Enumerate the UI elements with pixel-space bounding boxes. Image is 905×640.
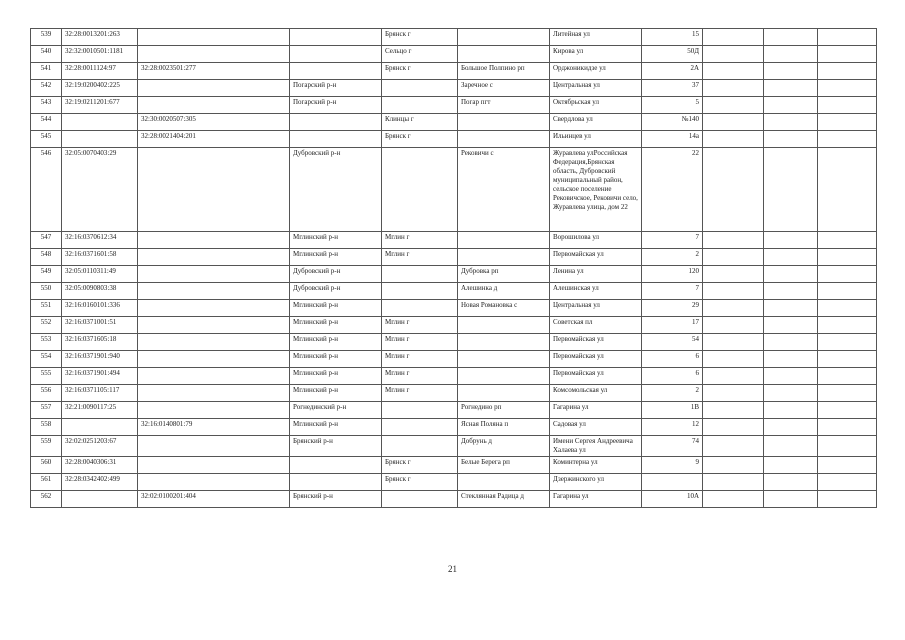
cell-extra-col-3 bbox=[818, 351, 877, 368]
cell-extra-col-3 bbox=[818, 46, 877, 63]
cell-extra-col-1 bbox=[703, 334, 764, 351]
cell-city bbox=[382, 402, 458, 419]
cell-cadastral-number: 32:16:0370612:34 bbox=[62, 232, 138, 249]
cell-street: Алешинская ул bbox=[550, 283, 642, 300]
cell-district: Мглинский р-н bbox=[290, 385, 382, 402]
cell-extra-col-2 bbox=[764, 80, 818, 97]
cell-district: Дубровский р-н bbox=[290, 283, 382, 300]
table-row bbox=[31, 457, 877, 474]
cell-cadastral-number: 32:05:0070403:29 bbox=[62, 148, 138, 232]
cell-extra-col-3 bbox=[818, 317, 877, 334]
cell-cadastral-number-alt bbox=[138, 148, 290, 232]
cell-cadastral-number: 32:05:0110311:49 bbox=[62, 266, 138, 283]
cell-district: Мглинский р-н bbox=[290, 317, 382, 334]
cell-house-number: 74 bbox=[642, 436, 703, 457]
cell-settlement: Заречное с bbox=[458, 80, 550, 97]
table-row bbox=[31, 436, 877, 457]
cell-settlement bbox=[458, 131, 550, 148]
cell-city: Сельцо г bbox=[382, 46, 458, 63]
cell-extra-col-3 bbox=[818, 474, 877, 491]
cell-row-number: 542 bbox=[31, 80, 62, 97]
cell-settlement: Погар пгт bbox=[458, 97, 550, 114]
cell-house-number: 1В bbox=[642, 402, 703, 419]
cell-cadastral-number: 32:16:0371001:51 bbox=[62, 317, 138, 334]
cell-street: Первомайская ул bbox=[550, 334, 642, 351]
cell-house-number: 12 bbox=[642, 419, 703, 436]
cell-cadastral-number: 32:21:0090117:25 bbox=[62, 402, 138, 419]
cell-extra-col-1 bbox=[703, 368, 764, 385]
cell-cadastral-number: 32:19:0211201:677 bbox=[62, 97, 138, 114]
cell-settlement bbox=[458, 385, 550, 402]
cell-district: Мглинский р-н bbox=[290, 351, 382, 368]
cell-city: Брянск г bbox=[382, 63, 458, 80]
cell-street: Гагарина ул bbox=[550, 402, 642, 419]
cell-extra-col-1 bbox=[703, 97, 764, 114]
table-row bbox=[31, 351, 877, 368]
table-row bbox=[31, 385, 877, 402]
cell-row-number: 555 bbox=[31, 368, 62, 385]
cell-settlement bbox=[458, 249, 550, 266]
table-row bbox=[31, 97, 877, 114]
cell-house-number: 14а bbox=[642, 131, 703, 148]
cell-cadastral-number: 32:02:0251203:67 bbox=[62, 436, 138, 457]
cell-extra-col-3 bbox=[818, 148, 877, 232]
cell-extra-col-2 bbox=[764, 419, 818, 436]
cell-extra-col-1 bbox=[703, 266, 764, 283]
table-row bbox=[31, 148, 877, 232]
cell-street: Октябрьская ул bbox=[550, 97, 642, 114]
cell-row-number: 548 bbox=[31, 249, 62, 266]
cell-extra-col-2 bbox=[764, 232, 818, 249]
cell-district: Мглинский р-н bbox=[290, 249, 382, 266]
cell-extra-col-1 bbox=[703, 249, 764, 266]
cell-street: Журавлева улРоссийская Федерация,Брянская область, Дубровский муниципальный район, сельское поселение Рековичское, Рековичи село, Журавлева улица, дом 22 bbox=[550, 148, 642, 232]
cell-cadastral-number: 32:32:0010501:1181 bbox=[62, 46, 138, 63]
cell-settlement bbox=[458, 317, 550, 334]
cell-cadastral-number: 32:16:0371601:58 bbox=[62, 249, 138, 266]
cell-extra-col-2 bbox=[764, 63, 818, 80]
cell-extra-col-1 bbox=[703, 491, 764, 508]
cell-district: Брянский р-н bbox=[290, 436, 382, 457]
cell-cadastral-number bbox=[62, 491, 138, 508]
cell-extra-col-1 bbox=[703, 385, 764, 402]
cell-cadastral-number: 32:16:0160101:336 bbox=[62, 300, 138, 317]
cell-extra-col-3 bbox=[818, 334, 877, 351]
cell-cadastral-number: 32:28:0040306:31 bbox=[62, 457, 138, 474]
table-row bbox=[31, 317, 877, 334]
cell-street: Кирова ул bbox=[550, 46, 642, 63]
cell-settlement bbox=[458, 351, 550, 368]
table-row bbox=[31, 29, 877, 46]
cell-extra-col-1 bbox=[703, 131, 764, 148]
cell-street: Орджоникидзе ул bbox=[550, 63, 642, 80]
table-row bbox=[31, 491, 877, 508]
cell-settlement: Дубровка рп bbox=[458, 266, 550, 283]
cell-extra-col-2 bbox=[764, 46, 818, 63]
cell-city: Клинцы г bbox=[382, 114, 458, 131]
cell-cadastral-number-alt: 32:30:0020507:305 bbox=[138, 114, 290, 131]
table-row bbox=[31, 232, 877, 249]
cell-extra-col-2 bbox=[764, 457, 818, 474]
cell-cadastral-number: 32:16:0371901:940 bbox=[62, 351, 138, 368]
cell-house-number: 9 bbox=[642, 457, 703, 474]
cell-extra-col-3 bbox=[818, 80, 877, 97]
cell-city: Брянск г bbox=[382, 29, 458, 46]
cell-cadastral-number: 32:05:0090803:38 bbox=[62, 283, 138, 300]
cell-cadastral-number: 32:19:0200402:225 bbox=[62, 80, 138, 97]
cell-extra-col-1 bbox=[703, 351, 764, 368]
cell-street: Свердлова ул bbox=[550, 114, 642, 131]
cell-extra-col-2 bbox=[764, 351, 818, 368]
cell-settlement: Добрунь д bbox=[458, 436, 550, 457]
cell-city bbox=[382, 266, 458, 283]
cell-settlement: Рековичи с bbox=[458, 148, 550, 232]
cell-extra-col-1 bbox=[703, 232, 764, 249]
cell-settlement: Ясная Поляна п bbox=[458, 419, 550, 436]
cell-extra-col-2 bbox=[764, 402, 818, 419]
cell-city: Мглин г bbox=[382, 368, 458, 385]
cell-cadastral-number-alt bbox=[138, 351, 290, 368]
cell-settlement: Рогнедино рп bbox=[458, 402, 550, 419]
cell-cadastral-number-alt: 32:28:0023501:277 bbox=[138, 63, 290, 80]
cell-extra-col-3 bbox=[818, 131, 877, 148]
cell-settlement bbox=[458, 368, 550, 385]
cell-city bbox=[382, 283, 458, 300]
cell-street: Первомайская ул bbox=[550, 351, 642, 368]
cell-street: Гагарина ул bbox=[550, 491, 642, 508]
cell-cadastral-number-alt bbox=[138, 97, 290, 114]
cell-district bbox=[290, 131, 382, 148]
cell-extra-col-1 bbox=[703, 114, 764, 131]
cell-street: Первомайская ул bbox=[550, 368, 642, 385]
cell-cadastral-number: 32:16:0371105:117 bbox=[62, 385, 138, 402]
cell-cadastral-number-alt bbox=[138, 266, 290, 283]
cell-row-number: 543 bbox=[31, 97, 62, 114]
cell-district: Погарский р-н bbox=[290, 97, 382, 114]
cell-house-number: 6 bbox=[642, 351, 703, 368]
cell-extra-col-2 bbox=[764, 266, 818, 283]
cell-cadastral-number-alt bbox=[138, 232, 290, 249]
address-table bbox=[30, 28, 877, 508]
cell-extra-col-3 bbox=[818, 97, 877, 114]
cell-cadastral-number-alt: 32:16:0140801:79 bbox=[138, 419, 290, 436]
cell-house-number: 29 bbox=[642, 300, 703, 317]
cell-row-number: 547 bbox=[31, 232, 62, 249]
cell-extra-col-2 bbox=[764, 334, 818, 351]
cell-settlement: Алешинка д bbox=[458, 283, 550, 300]
cell-city: Мглин г bbox=[382, 351, 458, 368]
cell-settlement: Стеклянная Радица д bbox=[458, 491, 550, 508]
cell-street: Центральная ул bbox=[550, 300, 642, 317]
cell-extra-col-3 bbox=[818, 436, 877, 457]
cell-cadastral-number: 32:16:0371605:18 bbox=[62, 334, 138, 351]
cell-extra-col-3 bbox=[818, 29, 877, 46]
cell-city: Мглин г bbox=[382, 334, 458, 351]
table-row bbox=[31, 334, 877, 351]
cell-house-number: 22 bbox=[642, 148, 703, 232]
cell-street: Имени Сергея Андреевича Халаева ул bbox=[550, 436, 642, 457]
cell-city: Мглин г bbox=[382, 317, 458, 334]
cell-house-number: 54 bbox=[642, 334, 703, 351]
cell-extra-col-3 bbox=[818, 283, 877, 300]
cell-extra-col-1 bbox=[703, 419, 764, 436]
cell-extra-col-3 bbox=[818, 385, 877, 402]
cell-district: Мглинский р-н bbox=[290, 419, 382, 436]
cell-house-number: 7 bbox=[642, 232, 703, 249]
cell-extra-col-1 bbox=[703, 63, 764, 80]
table-row bbox=[31, 131, 877, 148]
cell-cadastral-number-alt bbox=[138, 300, 290, 317]
cell-extra-col-2 bbox=[764, 97, 818, 114]
cell-city bbox=[382, 419, 458, 436]
cell-settlement: Белые Берега рп bbox=[458, 457, 550, 474]
cell-cadastral-number-alt bbox=[138, 317, 290, 334]
cell-street: Литейная ул bbox=[550, 29, 642, 46]
cell-extra-col-2 bbox=[764, 300, 818, 317]
cell-row-number: 541 bbox=[31, 63, 62, 80]
cell-row-number: 551 bbox=[31, 300, 62, 317]
cell-district bbox=[290, 457, 382, 474]
table-row bbox=[31, 80, 877, 97]
page-number: 21 bbox=[448, 564, 457, 574]
cell-house-number: 6 bbox=[642, 368, 703, 385]
cell-cadastral-number: 32:16:0371901:494 bbox=[62, 368, 138, 385]
cell-house-number: 2А bbox=[642, 63, 703, 80]
cell-row-number: 550 bbox=[31, 283, 62, 300]
cell-extra-col-3 bbox=[818, 63, 877, 80]
cell-cadastral-number-alt bbox=[138, 402, 290, 419]
cell-cadastral-number-alt bbox=[138, 46, 290, 63]
cell-city bbox=[382, 436, 458, 457]
cell-cadastral-number-alt bbox=[138, 249, 290, 266]
cell-city bbox=[382, 97, 458, 114]
cell-district bbox=[290, 63, 382, 80]
cell-house-number bbox=[642, 474, 703, 491]
cell-city: Мглин г bbox=[382, 385, 458, 402]
cell-district: Рогнединский р-н bbox=[290, 402, 382, 419]
cell-extra-col-2 bbox=[764, 114, 818, 131]
cell-extra-col-3 bbox=[818, 266, 877, 283]
table-row bbox=[31, 46, 877, 63]
cell-row-number: 546 bbox=[31, 148, 62, 232]
cell-extra-col-1 bbox=[703, 457, 764, 474]
cell-cadastral-number-alt bbox=[138, 368, 290, 385]
cell-street: Садовая ул bbox=[550, 419, 642, 436]
cell-district bbox=[290, 114, 382, 131]
cell-city bbox=[382, 80, 458, 97]
cell-row-number: 561 bbox=[31, 474, 62, 491]
cell-extra-col-2 bbox=[764, 249, 818, 266]
cell-extra-col-2 bbox=[764, 368, 818, 385]
cell-extra-col-1 bbox=[703, 283, 764, 300]
cell-cadastral-number-alt: 32:02:0100201:404 bbox=[138, 491, 290, 508]
cell-row-number: 557 bbox=[31, 402, 62, 419]
cell-cadastral-number-alt bbox=[138, 457, 290, 474]
cell-extra-col-2 bbox=[764, 317, 818, 334]
cell-cadastral-number-alt bbox=[138, 436, 290, 457]
cell-cadastral-number: 32:28:0013201:263 bbox=[62, 29, 138, 46]
cell-extra-col-3 bbox=[818, 368, 877, 385]
cell-street: Советская пл bbox=[550, 317, 642, 334]
cell-extra-col-3 bbox=[818, 419, 877, 436]
cell-house-number: 17 bbox=[642, 317, 703, 334]
cell-settlement bbox=[458, 29, 550, 46]
cell-house-number: 7 bbox=[642, 283, 703, 300]
cell-extra-col-3 bbox=[818, 232, 877, 249]
table-row bbox=[31, 266, 877, 283]
cell-extra-col-2 bbox=[764, 491, 818, 508]
cell-settlement bbox=[458, 334, 550, 351]
cell-row-number: 544 bbox=[31, 114, 62, 131]
cell-cadastral-number: 32:28:0342402:499 bbox=[62, 474, 138, 491]
cell-extra-col-1 bbox=[703, 317, 764, 334]
cell-row-number: 562 bbox=[31, 491, 62, 508]
cell-city: Брянск г bbox=[382, 474, 458, 491]
cell-cadastral-number-alt bbox=[138, 334, 290, 351]
cell-district: Дубровский р-н bbox=[290, 148, 382, 232]
cell-extra-col-1 bbox=[703, 80, 764, 97]
cell-house-number: 2 bbox=[642, 385, 703, 402]
cell-cadastral-number bbox=[62, 114, 138, 131]
cell-cadastral-number-alt: 32:28:0021404:201 bbox=[138, 131, 290, 148]
cell-district: Мглинский р-н bbox=[290, 300, 382, 317]
cell-row-number: 560 bbox=[31, 457, 62, 474]
cell-house-number: 120 bbox=[642, 266, 703, 283]
cell-row-number: 552 bbox=[31, 317, 62, 334]
cell-cadastral-number bbox=[62, 131, 138, 148]
cell-extra-col-1 bbox=[703, 46, 764, 63]
cell-street: Центральная ул bbox=[550, 80, 642, 97]
cell-district: Брянский р-н bbox=[290, 491, 382, 508]
cell-extra-col-3 bbox=[818, 300, 877, 317]
cell-district: Мглинский р-н bbox=[290, 232, 382, 249]
cell-street: Коминтерна ул bbox=[550, 457, 642, 474]
cell-house-number: №140 bbox=[642, 114, 703, 131]
table-row bbox=[31, 419, 877, 436]
cell-street: Дзержинского ул bbox=[550, 474, 642, 491]
cell-extra-col-2 bbox=[764, 131, 818, 148]
cell-extra-col-2 bbox=[764, 283, 818, 300]
cell-house-number: 15 bbox=[642, 29, 703, 46]
cell-cadastral-number: 32:28:0011124:97 bbox=[62, 63, 138, 80]
cell-extra-col-3 bbox=[818, 249, 877, 266]
cell-extra-col-1 bbox=[703, 402, 764, 419]
cell-row-number: 556 bbox=[31, 385, 62, 402]
cell-city bbox=[382, 148, 458, 232]
cell-district bbox=[290, 46, 382, 63]
cell-extra-col-2 bbox=[764, 474, 818, 491]
cell-district bbox=[290, 474, 382, 491]
cell-row-number: 554 bbox=[31, 351, 62, 368]
cell-city: Мглин г bbox=[382, 232, 458, 249]
cell-house-number: 5 bbox=[642, 97, 703, 114]
cell-extra-col-2 bbox=[764, 385, 818, 402]
cell-street: Ленина ул bbox=[550, 266, 642, 283]
cell-extra-col-1 bbox=[703, 474, 764, 491]
cell-extra-col-1 bbox=[703, 300, 764, 317]
cell-extra-col-1 bbox=[703, 29, 764, 46]
cell-row-number: 558 bbox=[31, 419, 62, 436]
table-row bbox=[31, 402, 877, 419]
cell-extra-col-2 bbox=[764, 436, 818, 457]
cell-settlement: Новая Романовка с bbox=[458, 300, 550, 317]
cell-house-number: 10А bbox=[642, 491, 703, 508]
cell-street: Первомайская ул bbox=[550, 249, 642, 266]
cell-cadastral-number bbox=[62, 419, 138, 436]
table-row bbox=[31, 63, 877, 80]
cell-street: Комсомольская ул bbox=[550, 385, 642, 402]
table-row bbox=[31, 474, 877, 491]
cell-row-number: 549 bbox=[31, 266, 62, 283]
cell-row-number: 559 bbox=[31, 436, 62, 457]
table-row bbox=[31, 300, 877, 317]
cell-extra-col-2 bbox=[764, 148, 818, 232]
cell-cadastral-number-alt bbox=[138, 29, 290, 46]
cell-extra-col-2 bbox=[764, 29, 818, 46]
cell-house-number: 50Д bbox=[642, 46, 703, 63]
cell-house-number: 37 bbox=[642, 80, 703, 97]
cell-city bbox=[382, 300, 458, 317]
cell-extra-col-1 bbox=[703, 148, 764, 232]
table-row bbox=[31, 368, 877, 385]
table-row bbox=[31, 283, 877, 300]
cell-street: Ильинцев ул bbox=[550, 131, 642, 148]
cell-district: Мглинский р-н bbox=[290, 368, 382, 385]
cell-city bbox=[382, 491, 458, 508]
cell-extra-col-3 bbox=[818, 402, 877, 419]
cell-city: Брянск г bbox=[382, 457, 458, 474]
cell-city: Мглин г bbox=[382, 249, 458, 266]
cell-settlement bbox=[458, 474, 550, 491]
cell-cadastral-number-alt bbox=[138, 385, 290, 402]
cell-row-number: 539 bbox=[31, 29, 62, 46]
cell-district bbox=[290, 29, 382, 46]
cell-settlement bbox=[458, 232, 550, 249]
cell-settlement bbox=[458, 46, 550, 63]
cell-extra-col-3 bbox=[818, 114, 877, 131]
cell-extra-col-3 bbox=[818, 491, 877, 508]
cell-cadastral-number-alt bbox=[138, 283, 290, 300]
table-row bbox=[31, 249, 877, 266]
cell-district: Мглинский р-н bbox=[290, 334, 382, 351]
cell-row-number: 540 bbox=[31, 46, 62, 63]
cell-extra-col-1 bbox=[703, 436, 764, 457]
cell-street: Ворошилова ул bbox=[550, 232, 642, 249]
cell-city: Брянск г bbox=[382, 131, 458, 148]
cell-cadastral-number-alt bbox=[138, 80, 290, 97]
table-row bbox=[31, 114, 877, 131]
cell-house-number: 2 bbox=[642, 249, 703, 266]
cell-district: Дубровский р-н bbox=[290, 266, 382, 283]
cell-row-number: 553 bbox=[31, 334, 62, 351]
cell-row-number: 545 bbox=[31, 131, 62, 148]
cell-settlement bbox=[458, 114, 550, 131]
cell-cadastral-number-alt bbox=[138, 474, 290, 491]
cell-extra-col-3 bbox=[818, 457, 877, 474]
cell-settlement: Большое Полпино рп bbox=[458, 63, 550, 80]
cell-district: Погарский р-н bbox=[290, 80, 382, 97]
